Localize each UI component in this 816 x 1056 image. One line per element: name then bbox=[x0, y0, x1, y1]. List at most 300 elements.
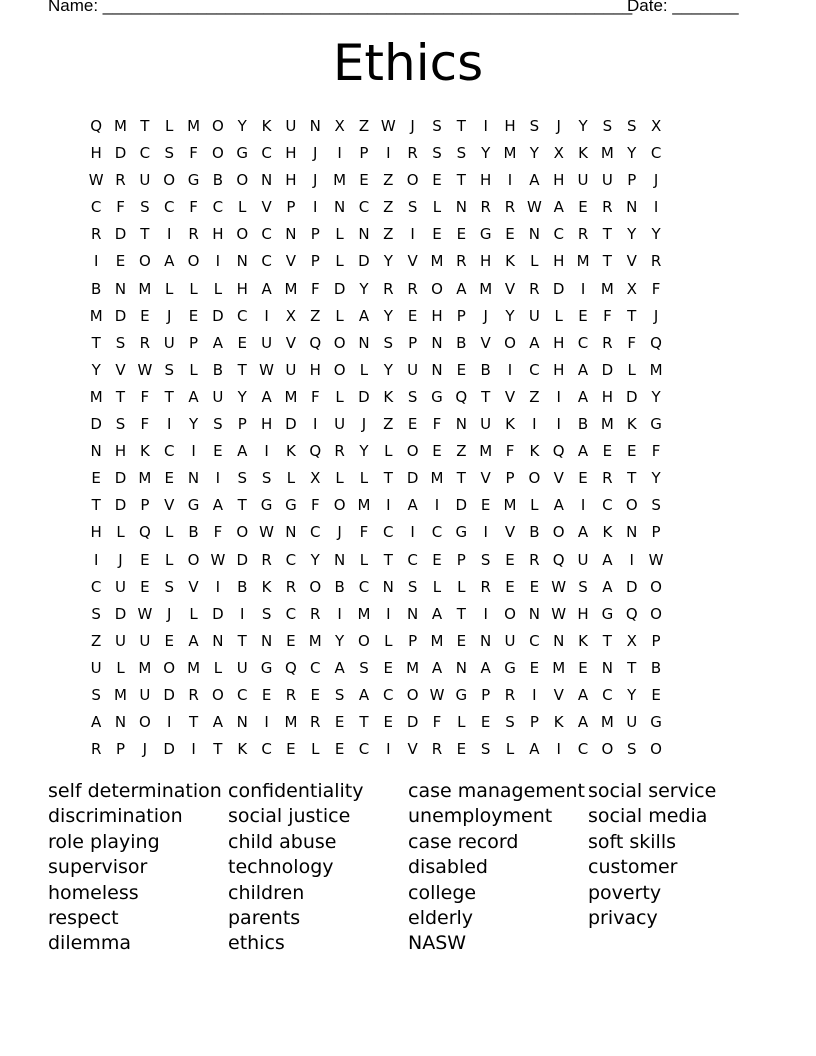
grid-letter: U bbox=[139, 685, 151, 704]
grid-row bbox=[84, 438, 668, 465]
grid-letter: P bbox=[651, 523, 661, 542]
grid-letter: F bbox=[140, 415, 150, 434]
grid-letter: I bbox=[386, 604, 391, 623]
grid-letter: D bbox=[212, 604, 224, 623]
grid-letter: F bbox=[310, 387, 320, 406]
grid-letter: Z bbox=[383, 198, 394, 217]
grid-letter: P bbox=[627, 171, 637, 190]
grid-letter: J bbox=[166, 306, 172, 325]
grid-letter: O bbox=[552, 523, 565, 542]
grid-letter: S bbox=[213, 415, 223, 434]
grid-letter: E bbox=[456, 740, 467, 759]
grid-letter: Y bbox=[237, 387, 247, 406]
grid-letter: O bbox=[211, 685, 224, 704]
grid-letter: U bbox=[504, 631, 516, 650]
grid-letter: D bbox=[455, 496, 468, 515]
grid-letter: U bbox=[334, 415, 346, 434]
grid-letter: I bbox=[215, 577, 221, 596]
grid-letter: S bbox=[115, 415, 126, 434]
grid-letter: S bbox=[456, 144, 467, 163]
grid-letter: L bbox=[165, 550, 174, 569]
grid-letter: G bbox=[187, 496, 200, 515]
grid-letter: L bbox=[311, 740, 320, 759]
grid-letter: T bbox=[602, 631, 612, 650]
grid-letter: Y bbox=[383, 306, 393, 325]
grid-letter: F bbox=[627, 333, 637, 352]
grid-row bbox=[84, 194, 668, 221]
grid-letter: X bbox=[650, 117, 662, 135]
grid-letter: T bbox=[237, 360, 247, 379]
word-item: role playing bbox=[48, 830, 160, 853]
grid-letter: U bbox=[528, 306, 540, 325]
grid-letter: R bbox=[188, 225, 199, 244]
grid-letter: T bbox=[602, 225, 612, 244]
grid-letter: O bbox=[333, 360, 346, 379]
grid-letter: A bbox=[261, 387, 272, 406]
grid-letter: V bbox=[504, 279, 516, 298]
grid-letter: V bbox=[407, 252, 418, 271]
grid-letter: I bbox=[313, 198, 318, 217]
grid-letter: N bbox=[431, 333, 443, 352]
grid-letter: O bbox=[406, 442, 419, 461]
grid-letter: U bbox=[236, 658, 248, 677]
grid-letter: W bbox=[380, 117, 396, 135]
word-item: children bbox=[228, 881, 305, 904]
grid-letter: L bbox=[432, 198, 442, 217]
grid-letter: O bbox=[309, 577, 322, 596]
grid-letter: I bbox=[434, 496, 440, 515]
grid-letter: N bbox=[528, 225, 540, 244]
grid-row bbox=[84, 248, 668, 275]
grid-letter: Y bbox=[310, 550, 320, 569]
grid-letter: T bbox=[237, 631, 247, 650]
grid-row bbox=[84, 736, 668, 763]
grid-letter: B bbox=[577, 415, 589, 434]
grid-letter: O bbox=[650, 577, 662, 596]
grid-letter: U bbox=[90, 658, 102, 677]
grid-letter: D bbox=[163, 740, 175, 759]
grid-letter: I bbox=[532, 415, 537, 434]
grid-letter: M bbox=[308, 631, 322, 650]
grid-letter: E bbox=[140, 577, 150, 596]
grid-letter: F bbox=[432, 415, 442, 434]
grid-letter: A bbox=[431, 604, 443, 623]
grid-letter: F bbox=[651, 279, 661, 298]
grid-letter: B bbox=[212, 360, 224, 379]
grid-letter: A bbox=[212, 333, 224, 352]
grid-letter: E bbox=[456, 225, 467, 244]
grid-letter: B bbox=[456, 333, 467, 352]
grid-letter: U bbox=[285, 360, 297, 379]
grid-letter: Y bbox=[359, 279, 369, 298]
grid-row bbox=[84, 628, 668, 655]
grid-letter: E bbox=[237, 333, 247, 352]
grid-letter: I bbox=[191, 740, 196, 759]
grid-row bbox=[84, 276, 668, 303]
grid-letter: G bbox=[601, 604, 614, 623]
grid-letter: E bbox=[505, 577, 515, 596]
grid-letter: V bbox=[164, 496, 175, 515]
grid-letter: H bbox=[285, 144, 297, 163]
grid-letter: R bbox=[602, 198, 613, 217]
grid-letter: R bbox=[480, 577, 491, 596]
grid-letter: P bbox=[140, 496, 150, 515]
grid-letter: M bbox=[430, 252, 444, 271]
grid-letter: N bbox=[114, 279, 127, 298]
grid-letter: A bbox=[529, 333, 540, 352]
grid-letter: R bbox=[407, 144, 418, 163]
grid-letter: F bbox=[432, 713, 442, 732]
word-column bbox=[588, 779, 768, 957]
grid-letter: K bbox=[261, 117, 272, 135]
grid-letter: E bbox=[286, 740, 296, 759]
grid-letter: O bbox=[504, 604, 516, 623]
grid-letter: L bbox=[530, 252, 539, 271]
grid-letter: J bbox=[313, 144, 318, 163]
grid-letter: I bbox=[313, 415, 318, 434]
grid-letter: T bbox=[456, 117, 466, 135]
grid-letter: P bbox=[408, 631, 418, 650]
grid-letter: E bbox=[529, 577, 540, 596]
grid-letter: W bbox=[88, 171, 104, 190]
grid-letter: O bbox=[625, 496, 638, 515]
grid-letter: S bbox=[407, 577, 418, 596]
grid-letter: T bbox=[383, 550, 393, 569]
grid-letter: M bbox=[89, 387, 103, 406]
grid-letter: Y bbox=[359, 442, 369, 461]
grid-letter: M bbox=[649, 360, 663, 379]
grid-letter: E bbox=[626, 442, 637, 461]
grid-letter: F bbox=[116, 198, 125, 217]
grid-letter: I bbox=[215, 252, 221, 271]
grid-letter: Q bbox=[552, 442, 565, 461]
grid-letter: K bbox=[626, 415, 637, 434]
grid-letter: B bbox=[212, 171, 224, 190]
grid-letter: A bbox=[431, 658, 443, 677]
grid-letter: D bbox=[114, 496, 127, 515]
grid-letter: I bbox=[653, 198, 659, 217]
grid-letter: P bbox=[359, 144, 369, 163]
grid-letter: Y bbox=[91, 360, 101, 379]
grid-letter: Q bbox=[285, 658, 297, 677]
grid-letter: A bbox=[553, 198, 564, 217]
grid-letter: V bbox=[553, 469, 564, 488]
grid-letter: O bbox=[406, 685, 419, 704]
word-item: respect bbox=[48, 906, 119, 929]
grid-letter: E bbox=[359, 171, 369, 190]
grid-letter: E bbox=[310, 685, 320, 704]
grid-letter: M bbox=[552, 658, 566, 677]
grid-letter: F bbox=[651, 442, 661, 461]
grid-letter: Z bbox=[529, 387, 540, 406]
grid-letter: I bbox=[264, 306, 269, 325]
grid-letter: Z bbox=[383, 415, 394, 434]
grid-letter: F bbox=[310, 279, 320, 298]
grid-letter: M bbox=[187, 117, 201, 135]
grid-letter: Q bbox=[309, 442, 322, 461]
grid-letter: D bbox=[358, 387, 370, 406]
grid-letter: P bbox=[651, 631, 661, 650]
grid-letter: B bbox=[237, 577, 248, 596]
grid-letter: G bbox=[455, 685, 468, 704]
grid-letter: M bbox=[479, 442, 493, 461]
grid-letter: K bbox=[383, 387, 394, 406]
grid-letter: U bbox=[577, 550, 589, 569]
grid-letter: D bbox=[90, 415, 102, 434]
grid-letter: L bbox=[554, 306, 563, 325]
grid-letter: V bbox=[626, 252, 637, 271]
grid-letter: C bbox=[358, 577, 370, 596]
grid-letter: H bbox=[260, 415, 273, 434]
grid-letter: E bbox=[432, 225, 442, 244]
grid-letter: C bbox=[358, 740, 370, 759]
word-item: child abuse bbox=[228, 830, 337, 853]
grid-letter: H bbox=[553, 333, 565, 352]
grid-letter: L bbox=[286, 469, 296, 488]
grid-letter: S bbox=[115, 333, 126, 352]
grid-letter: V bbox=[285, 333, 297, 352]
word-item: elderly bbox=[408, 906, 474, 929]
grid-letter: Z bbox=[91, 631, 102, 650]
grid-letter: N bbox=[260, 631, 273, 650]
grid-letter: R bbox=[90, 740, 102, 759]
grid-letter: M bbox=[187, 658, 201, 677]
grid-row bbox=[84, 547, 668, 574]
grid-letter: S bbox=[529, 117, 540, 135]
grid-letter: Y bbox=[651, 387, 661, 406]
grid-letter: L bbox=[213, 279, 223, 298]
grid-letter: S bbox=[91, 604, 101, 623]
grid-letter: E bbox=[578, 198, 588, 217]
grid-letter: L bbox=[165, 279, 174, 298]
grid-letter: M bbox=[333, 171, 347, 190]
grid-letter: O bbox=[163, 658, 176, 677]
grid-letter: O bbox=[650, 740, 662, 759]
grid-letter: O bbox=[358, 631, 370, 650]
grid-row bbox=[84, 655, 668, 682]
grid-letter: X bbox=[285, 306, 297, 325]
grid-letter: C bbox=[261, 144, 272, 163]
grid-letter: L bbox=[189, 604, 198, 623]
grid-row bbox=[84, 574, 668, 601]
grid-letter: O bbox=[601, 740, 614, 759]
grid-letter: T bbox=[140, 225, 150, 244]
grid-letter: R bbox=[602, 333, 613, 352]
grid-letter: E bbox=[578, 658, 588, 677]
grid-letter: C bbox=[529, 631, 540, 650]
grid-letter: I bbox=[386, 144, 391, 163]
grid-letter: G bbox=[650, 713, 662, 732]
grid-letter: L bbox=[238, 198, 247, 217]
grid-letter: S bbox=[140, 198, 150, 217]
grid-letter: O bbox=[138, 252, 151, 271]
grid-letter: R bbox=[529, 279, 540, 298]
grid-letter: S bbox=[237, 469, 247, 488]
grid-letter: V bbox=[553, 685, 564, 704]
grid-letter: J bbox=[556, 117, 561, 135]
grid-letter: L bbox=[384, 631, 393, 650]
grid-letter: T bbox=[456, 604, 466, 623]
grid-letter: Y bbox=[627, 685, 637, 704]
grid-letter: S bbox=[602, 117, 613, 135]
grid-letter: G bbox=[285, 496, 297, 515]
grid-letter: I bbox=[580, 279, 586, 298]
grid-letter: I bbox=[532, 685, 537, 704]
grid-letter: I bbox=[240, 604, 245, 623]
grid-letter: E bbox=[456, 360, 467, 379]
grid-letter: O bbox=[211, 117, 224, 135]
grid-letter: M bbox=[503, 496, 517, 515]
grid-letter: J bbox=[410, 117, 415, 135]
grid-letter: S bbox=[164, 144, 174, 163]
grid-letter: I bbox=[556, 387, 561, 406]
grid-letter: I bbox=[483, 117, 488, 135]
grid-letter: I bbox=[483, 604, 488, 623]
word-item: poverty bbox=[588, 881, 662, 904]
grid-letter: S bbox=[334, 685, 345, 704]
grid-letter: E bbox=[529, 658, 540, 677]
grid-letter: U bbox=[212, 387, 224, 406]
grid-row bbox=[84, 601, 668, 628]
grid-letter: I bbox=[410, 523, 415, 542]
grid-letter: V bbox=[504, 523, 516, 542]
grid-letter: S bbox=[432, 117, 442, 135]
grid-letter: K bbox=[578, 144, 588, 163]
grid-row bbox=[84, 384, 668, 411]
grid-letter: S bbox=[505, 713, 515, 732]
grid-letter: M bbox=[357, 496, 371, 515]
grid-letter: X bbox=[310, 469, 321, 488]
grid-letter: P bbox=[237, 415, 247, 434]
grid-letter: N bbox=[333, 198, 346, 217]
grid-letter: T bbox=[237, 496, 247, 515]
grid-letter: U bbox=[577, 171, 589, 190]
grid-letter: Y bbox=[627, 225, 637, 244]
grid-letter: P bbox=[456, 306, 466, 325]
grid-letter: A bbox=[237, 442, 248, 461]
grid-letter: N bbox=[553, 631, 565, 650]
grid-letter: E bbox=[140, 550, 150, 569]
grid-letter: N bbox=[90, 442, 102, 461]
grid-letter: D bbox=[333, 279, 346, 298]
grid-letter: N bbox=[382, 577, 394, 596]
grid-letter: O bbox=[138, 713, 151, 732]
word-item: NASW bbox=[408, 932, 467, 955]
grid-letter: P bbox=[505, 469, 515, 488]
grid-letter: K bbox=[529, 442, 540, 461]
grid-letter: K bbox=[602, 523, 613, 542]
grid-letter: W bbox=[551, 577, 567, 596]
grid-letter: I bbox=[580, 496, 586, 515]
grid-letter: N bbox=[358, 225, 370, 244]
grid-letter: U bbox=[626, 713, 638, 732]
grid-letter: N bbox=[455, 658, 467, 677]
grid-letter: H bbox=[212, 225, 224, 244]
grid-letter: U bbox=[115, 577, 126, 596]
grid-letter: A bbox=[480, 658, 491, 677]
grid-letter: A bbox=[577, 360, 589, 379]
grid-letter: E bbox=[456, 631, 467, 650]
grid-letter: P bbox=[456, 550, 466, 569]
grid-letter: C bbox=[90, 577, 102, 596]
grid-letter: J bbox=[118, 550, 123, 569]
grid-letter: X bbox=[334, 117, 345, 135]
grid-letter: O bbox=[211, 144, 224, 163]
grid-letter: C bbox=[431, 523, 443, 542]
grid-letter: O bbox=[333, 496, 346, 515]
grid-letter: W bbox=[551, 604, 567, 623]
grid-letter: T bbox=[359, 713, 369, 732]
grid-letter: E bbox=[432, 442, 442, 461]
grid-letter: S bbox=[651, 496, 661, 515]
grid-letter: A bbox=[456, 279, 467, 298]
grid-letter: T bbox=[213, 740, 223, 759]
grid-letter: L bbox=[359, 550, 369, 569]
grid-letter: N bbox=[285, 523, 297, 542]
grid-letter: L bbox=[335, 225, 344, 244]
grid-letter: C bbox=[90, 198, 102, 217]
grid-letter: Z bbox=[358, 117, 370, 135]
grid-letter: W bbox=[648, 550, 664, 569]
grid-letter: O bbox=[504, 333, 516, 352]
grid-row bbox=[84, 492, 668, 519]
grid-letter: I bbox=[556, 415, 561, 434]
grid-letter: A bbox=[577, 713, 589, 732]
grid-row bbox=[84, 411, 668, 438]
grid-letter: L bbox=[359, 469, 369, 488]
grid-letter: R bbox=[310, 713, 321, 732]
grid-letter: T bbox=[188, 713, 199, 732]
grid-letter: Y bbox=[529, 144, 539, 163]
grid-letter: F bbox=[213, 523, 223, 542]
grid-letter: A bbox=[212, 496, 224, 515]
grid-letter: I bbox=[337, 604, 342, 623]
grid-letter: S bbox=[261, 469, 272, 488]
grid-letter: R bbox=[577, 225, 589, 244]
word-item: ethics bbox=[228, 932, 285, 955]
grid-letter: A bbox=[553, 496, 564, 515]
grid-letter: S bbox=[626, 117, 637, 135]
grid-letter: E bbox=[407, 415, 418, 434]
grid-letter: E bbox=[286, 631, 296, 650]
grid-letter: Q bbox=[309, 333, 322, 352]
grid-letter: N bbox=[626, 198, 638, 217]
grid-letter: M bbox=[600, 144, 614, 163]
grid-letter: F bbox=[505, 442, 515, 461]
grid-letter: I bbox=[166, 225, 172, 244]
grid-letter: M bbox=[357, 604, 371, 623]
grid-letter: C bbox=[383, 523, 394, 542]
grid-letter: E bbox=[383, 713, 394, 732]
date-field-label: Date: _______ bbox=[627, 0, 739, 15]
word-item: soft skills bbox=[588, 830, 677, 853]
grid-letter: E bbox=[651, 685, 661, 704]
grid-letter: A bbox=[334, 658, 345, 677]
grid-letter: I bbox=[264, 442, 269, 461]
grid-letter: R bbox=[602, 469, 613, 488]
grid-letter: E bbox=[480, 496, 491, 515]
grid-letter: L bbox=[359, 360, 369, 379]
grid-letter: E bbox=[261, 685, 272, 704]
grid-letter: R bbox=[261, 550, 272, 569]
grid-letter: J bbox=[166, 604, 172, 623]
grid-letter: S bbox=[432, 144, 442, 163]
grid-letter: J bbox=[142, 740, 148, 759]
grid-row bbox=[84, 709, 668, 736]
grid-letter: F bbox=[189, 144, 198, 163]
grid-letter: Y bbox=[578, 117, 588, 135]
grid-row bbox=[84, 682, 668, 709]
